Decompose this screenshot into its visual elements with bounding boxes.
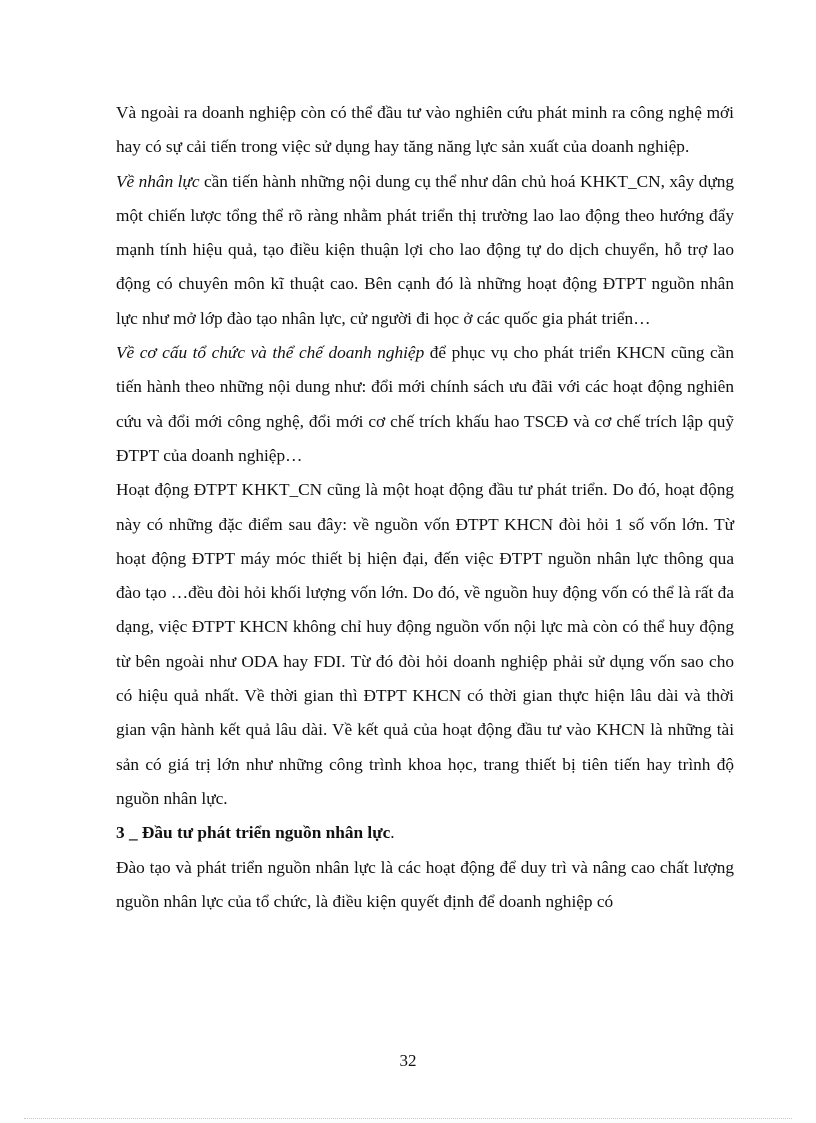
page-footer-divider [24, 1118, 792, 1119]
section-heading-text: 3 _ Đầu tư phát triển nguồn nhân lực [116, 823, 391, 843]
paragraph-1 [116, 96, 734, 165]
paragraph-4-text: Hoạt động ĐTPT KHKT_CN cũng là một hoạt động đầu tư phát triển. Do đó, hoạt động này có những đặc điểm sau đây: về nguồn vốn ĐTPT KHCN đòi hỏi 1 số vốn lớn. Từ hoạt động ĐTPT máy móc thiết bị hiện đại, đến việc ĐTPT nguồn nhân lực thông qua đào tạo …đều đòi hỏi khối lượng vốn lớn. Do đó, về nguồn huy động vốn có thể là rất đa dạng, việc ĐTPT KHCN không chỉ huy động nguồn vốn nội lực mà còn có thể huy động từ bên ngoài như ODA hay FDI. Từ đó đòi hỏi doanh nghiệp phải sử dụng vốn sao cho có hiệu quả nhất. Về thời gian thì ĐTPT KHCN có thời gian thực hiện lâu dài và thời gian vận hành kết quả lâu dài. Về kết quả của hoạt động đầu tư vào KHCN là những tài sản có giá trị lớn như những công trình khoa học, trang thiết bị tiên tiến hay trình độ nguồn nhân lực. [116, 480, 734, 808]
paragraph-3-lead: Về cơ cấu tổ chức và thể chế doanh nghiệp [116, 343, 425, 363]
paragraph-1-text: Và ngoài ra doanh nghiệp còn có thể đầu tư vào nghiên cứu phát minh ra công nghệ mới hay có sự cải tiến trong việc sử dụng hay tăng năng lực sản xuất của doanh nghiệp. [116, 103, 734, 157]
page-number: 32 [399, 1051, 417, 1070]
paragraph-3 [116, 336, 734, 473]
paragraph-5 [116, 851, 734, 920]
document-body [116, 96, 734, 919]
paragraph-5-text: Đào tạo và phát triển nguồn nhân lực là các hoạt động để duy trì và nâng cao chất lượng nguồn nhân lực của tổ chức, là điều kiện quyết định để doanh nghiệp có [116, 857, 734, 911]
section-heading-trailing: . [390, 823, 395, 843]
paragraph-2-text: cần tiến hành những nội dung cụ thể như dân chủ hoá KHKT_CN, xây dựng một chiến lược tổng thể rõ ràng nhằm phát triển thị trường lao lao động theo hướng đẩy mạnh tính hiệu quả, tạo điều kiện thuận lợi cho lao động tự do dịch chuyển, hỗ trợ lao động có chuyên môn kĩ thuật cao. Bên cạnh đó là những hoạt động ĐTPT nguồn nhân lực như mở lớp đào tạo nhân lực, cử người đi học ở các quốc gia phát triển… [116, 171, 734, 328]
paragraph-2-lead: Về nhân lực [116, 171, 200, 191]
paragraph-3-text: để phục vụ cho phát triển KHCN cũng cần tiến hành theo những nội dung như: đổi mới chính sách ưu đãi với các hoạt động nghiên cứu và đổi mới công nghệ, đổi mới cơ chế trích khấu hao TSCĐ và cơ chế trích lập quỹ ĐTPT của doanh nghiệp… [116, 343, 734, 465]
paragraph-4 [116, 473, 734, 816]
paragraph-2 [116, 165, 734, 336]
section-heading [116, 816, 734, 850]
